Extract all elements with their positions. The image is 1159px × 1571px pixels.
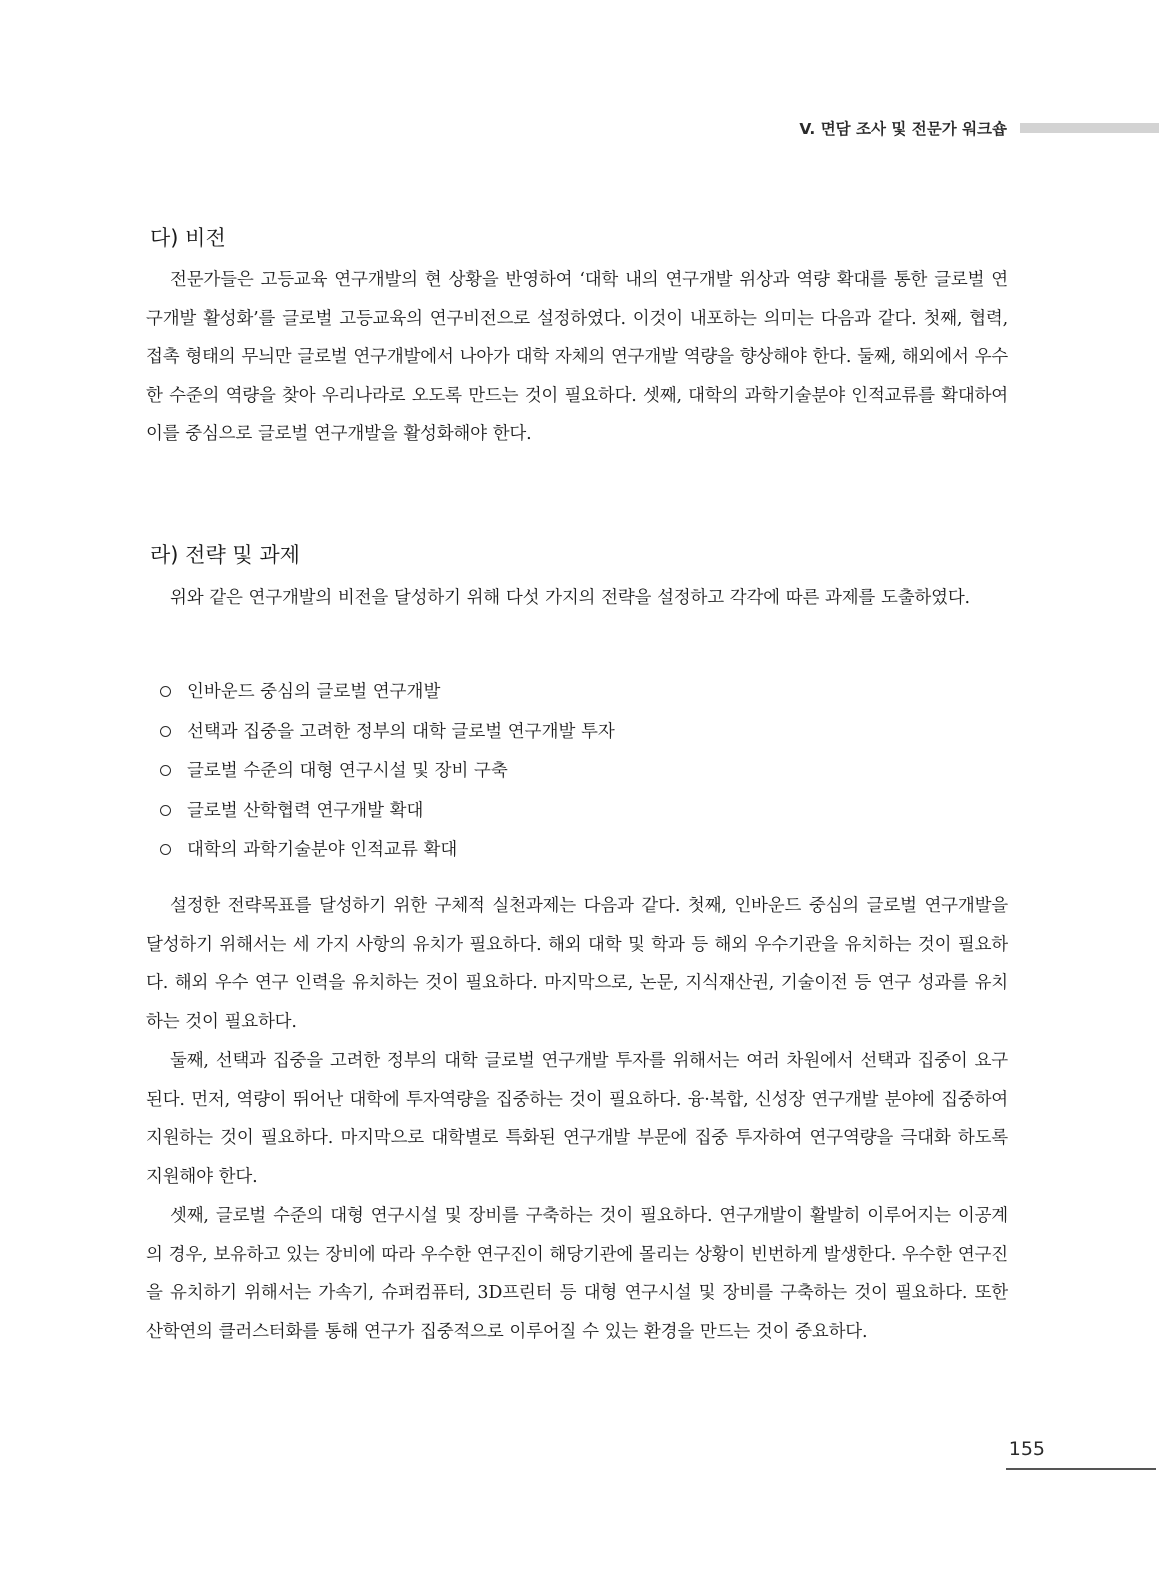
bullet-text: 글로벌 수준의 대형 연구시설 및 장비 구축 bbox=[187, 761, 508, 781]
list-item bbox=[160, 752, 615, 792]
circle-bullet-icon bbox=[160, 805, 171, 816]
vision-paragraph: 전문가들은 고등교육 연구개발의 현 상황을 반영하여 ‘대학 내의 연구개발 위상과 역량 확대를 통한 글로벌 연구개발 활성화’를 글로벌 고등교육의 연구비전으로 설정하였다. 이것이 내포하는 의미는 다음과 같다. 첫째, 협력, 접촉 형태의 무늬만 글로벌 연구개발에서 나아가 대학 자체의 연구개발 역량을 향상해야 한다. 둘째, 해외에서 우수한 수준의 역량을 찾아 우리나라로 오도록 만드는 것이 필요하다. 셋째, 대학의 과학기술분야 인적교류를 확대하여 이를 중심으로 글로벌 연구개발을 활성화해야 한다. bbox=[146, 270, 1008, 445]
tasks-paragraph-first: 설정한 전략목표를 달성하기 위한 구체적 실천과제는 다음과 같다. 첫째, 인바운드 중심의 글로벌 연구개발을 달성하기 위해서는 세 가지 사항의 유치가 필요하다. 해외 대학 및 학과 등 해외 우수기관을 유치하는 것이 필요하다. 해외 우수 연구 인력을 유치하는 것이 필요하다. 마지막으로, 논문, 지식재산권, 기술이전 등 연구 성과를 유치하는 것이 필요하다. bbox=[146, 896, 1008, 1032]
list-item bbox=[160, 673, 615, 713]
circle-bullet-icon bbox=[160, 686, 171, 697]
circle-bullet-icon bbox=[160, 844, 171, 855]
bullet-text: 글로벌 산학협력 연구개발 확대 bbox=[187, 800, 424, 821]
page-number: 155 bbox=[1008, 1438, 1045, 1460]
strategy-bullet-list bbox=[160, 673, 615, 871]
section-title-vision: 다) 비전 bbox=[150, 226, 226, 250]
list-item bbox=[160, 792, 615, 832]
running-header-title: V. 면담 조사 및 전문가 워크숍 bbox=[799, 120, 1007, 138]
footer-rule bbox=[1006, 1468, 1156, 1470]
header-decoration-bar bbox=[1020, 123, 1159, 133]
bullet-text: 대학의 과학기술분야 인적교류 확대 bbox=[187, 840, 458, 860]
circle-bullet-icon bbox=[160, 726, 171, 737]
tasks-paragraph-second: 둘째, 선택과 집중을 고려한 정부의 대학 글로벌 연구개발 투자를 위해서는 여러 차원에서 선택과 집중이 요구된다. 먼저, 역량이 뛰어난 대학에 투자역량을 집중하는 것이 필요하다. 융·복합, 신성장 연구개발 분야에 집중하여 지원하는 것이 필요하다. 마지막으로 대학별로 특화된 연구개발 부문에 집중 투자하여 연구역량을 극대화 하도록 지원해야 한다. bbox=[146, 1051, 1008, 1187]
list-item bbox=[160, 831, 615, 871]
list-item bbox=[160, 713, 615, 753]
strategy-intro-paragraph: 위와 같은 연구개발의 비전을 달성하기 위해 다섯 가지의 전략을 설정하고 각각에 따른 과제를 도출하였다. bbox=[170, 588, 970, 608]
section-title-strategy: 라) 전략 및 과제 bbox=[150, 543, 300, 567]
bullet-text: 선택과 집중을 고려한 정부의 대학 글로벌 연구개발 투자 bbox=[187, 721, 615, 742]
bullet-text: 인바운드 중심의 글로벌 연구개발 bbox=[187, 682, 441, 702]
circle-bullet-icon bbox=[160, 765, 171, 776]
tasks-paragraph-third: 셋째, 글로벌 수준의 대형 연구시설 및 장비를 구축하는 것이 필요하다. 연구개발이 활발히 이루어지는 이공계의 경우, 보유하고 있는 장비에 따라 우수한 연구진이 해당기관에 몰리는 상황이 빈번하게 발생한다. 우수한 연구진을 유치하기 위해서는 가속기, 슈퍼컴퓨터, 3D프린터 등 대형 연구시설 및 장비를 구축하는 것이 필요하다. 또한 산학연의 클러스터화를 통해 연구가 집중적으로 이루어질 수 있는 환경을 만드는 것이 중요하다. bbox=[146, 1206, 1008, 1342]
